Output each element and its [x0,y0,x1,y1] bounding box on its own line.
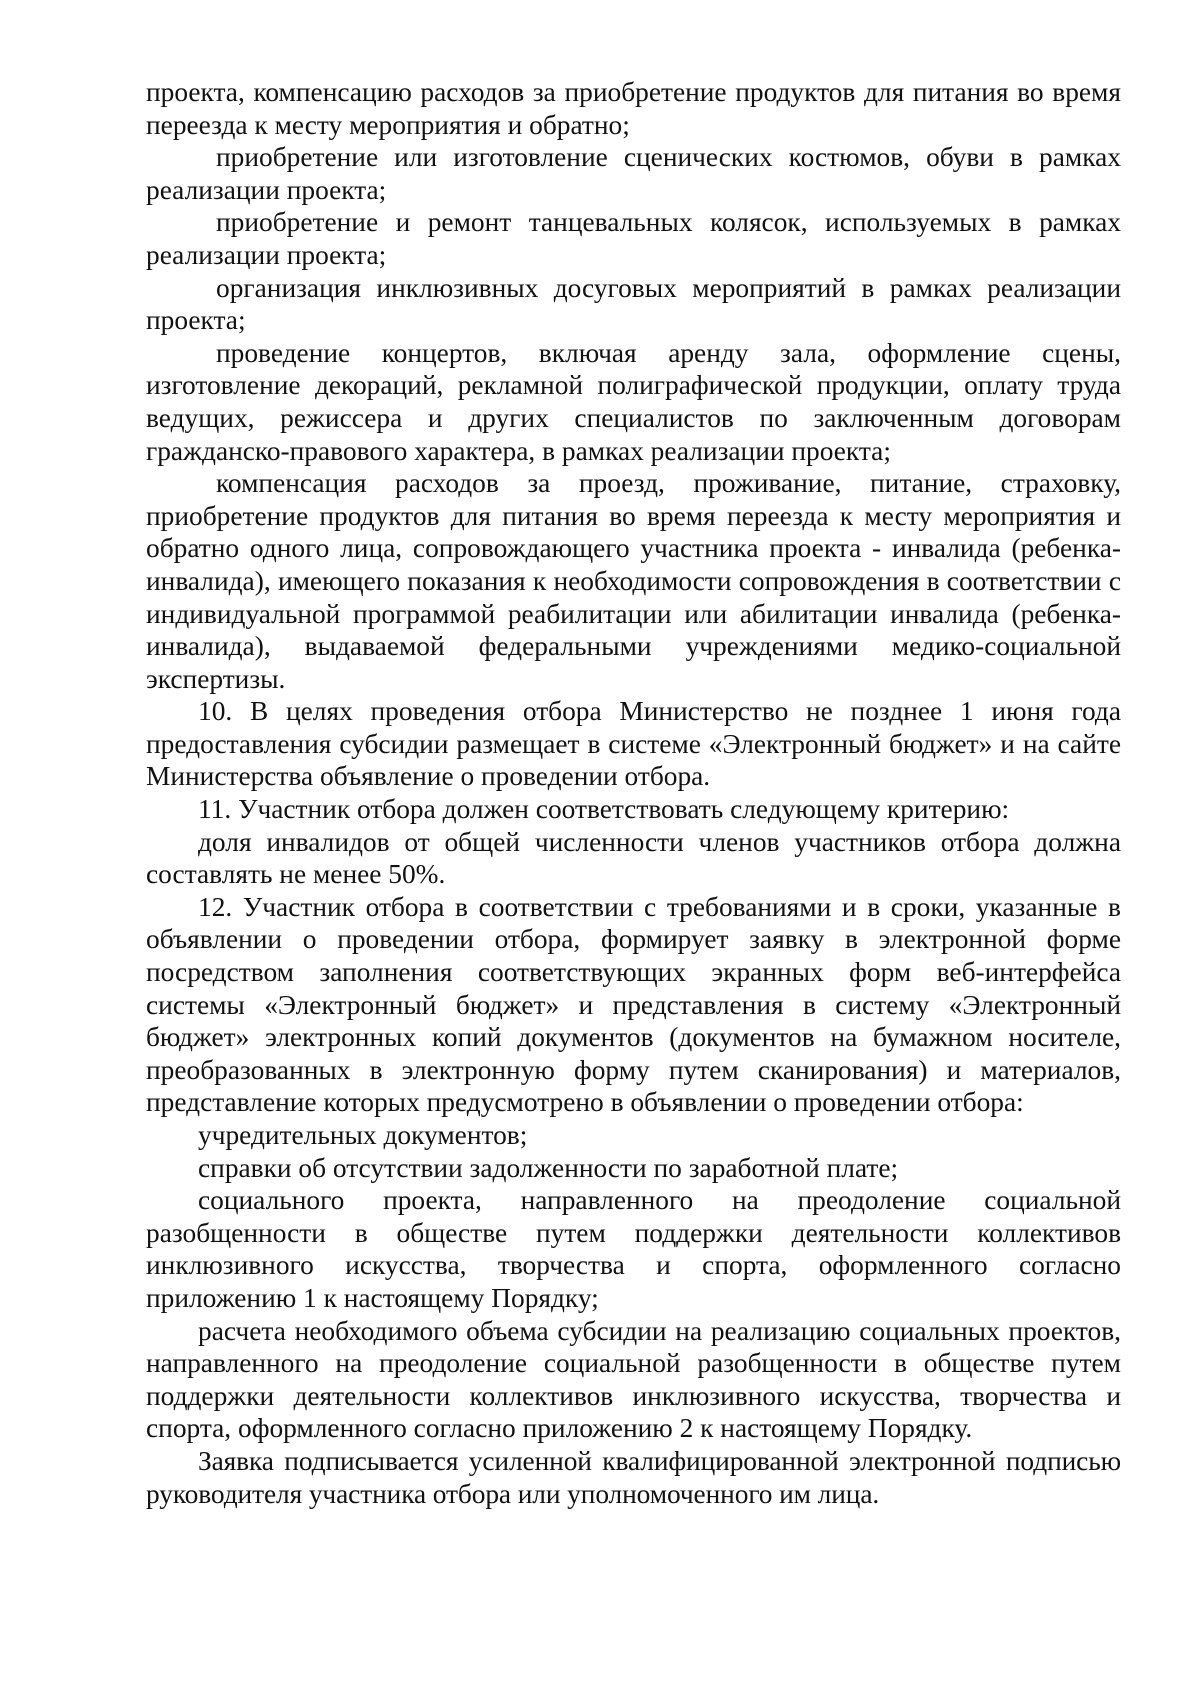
paragraph-founding-documents: учредительных документов; [198,1120,528,1150]
paragraph-concerts: проведение концертов, включая аренду зала, оформление сцены, изготовление декораций, рекламной полиграфической продукции, оплату труда ведущих, режиссера и других специалистов по заключенным договорам гражданско-правового характера, в рамках реализации проекта; [146,337,1121,466]
paragraph-stage-costumes: приобретение или изготовление сценических костюмов, обуви в рамках реализации проекта; [146,142,1121,205]
paragraph-dance-wheelchairs: приобретение и ремонт танцевальных колясок, используемых в рамках реализации проекта; [146,207,1121,270]
paragraph-clause-12: 12. Участник отбора в соответствии с требованиями и в сроки, указанные в объявлении о проведении отбора, формирует заявку в электронной форме посредством заполнения соответствующих экранных форм веб-интерфейса системы «Электронный бюджет» и представления в систему «Электронный бюджет» электронных копий документов (документов на бумажном носителе, преобразованных в электронную форму путем сканирования) и материалов, представление которых предусмотрено в объявлении о проведении отбора: [146,891,1121,1118]
document-page [146,76,1121,1510]
paragraph-clause-11: 11. Участник отбора должен соответствовать следующему критерию: [198,794,1010,825]
paragraph-salary-certificate: справки об отсутствии задолженности по заработной плате; [198,1152,899,1183]
paragraph-subsidy-calculation: расчета необходимого объема субсидии на реализацию социальных проектов, направленного на преодоление социальной разобщенности в обществе путем поддержки деятельности коллективов инклюзивного искусства, творчества и спорта, оформленного согласно приложению 2 к настоящему Порядку. [146,1315,1121,1444]
paragraph-application-signature: Заявка подписывается усиленной квалифицированной электронной подписью руководителя участника отбора или уполномоченного им лица. [146,1445,1121,1509]
paragraph-inclusive-events: организация инклюзивных досуговых мероприятий в рамках реализации проекта; [146,272,1121,336]
paragraph-social-project: социального проекта, направленного на преодоление социальной разобщенности в обществе путем поддержки деятельности коллективов инклюзивного искусства, творчества и спорта, оформленного согласно приложению 1 к настоящему Порядку; [146,1185,1121,1313]
paragraph-project-food-compensation: проекта, компенсацию расходов за приобретение продуктов для питания во время переезда к месту мероприятия и обратно; [146,77,1121,140]
paragraph-clause-10: 10. В целях проведения отбора Министерство не позднее 1 июня года предоставления субсидии размещает в системе «Электронный бюджет» и на сайте Министерства объявление о проведении отбора. [146,696,1121,792]
paragraph-escort-compensation: компенсация расходов за проезд, проживание, питание, страховку, приобретение продуктов для питания во время переезда к месту мероприятия и обратно одного лица, сопровождающего участника проекта - инвалида (ребенка-инвалида), имеющего показания к необходимости сопровождения в соответствии с индивидуальной программой реабилитации или абилитации инвалида (ребенка-инвалида), выдаваемой федеральными учреждениями медико-социальной экспертизы. [146,468,1121,694]
paragraph-criterion-share: доля инвалидов от общей численности членов участников отбора должна составлять не менее 50%. [146,826,1121,890]
